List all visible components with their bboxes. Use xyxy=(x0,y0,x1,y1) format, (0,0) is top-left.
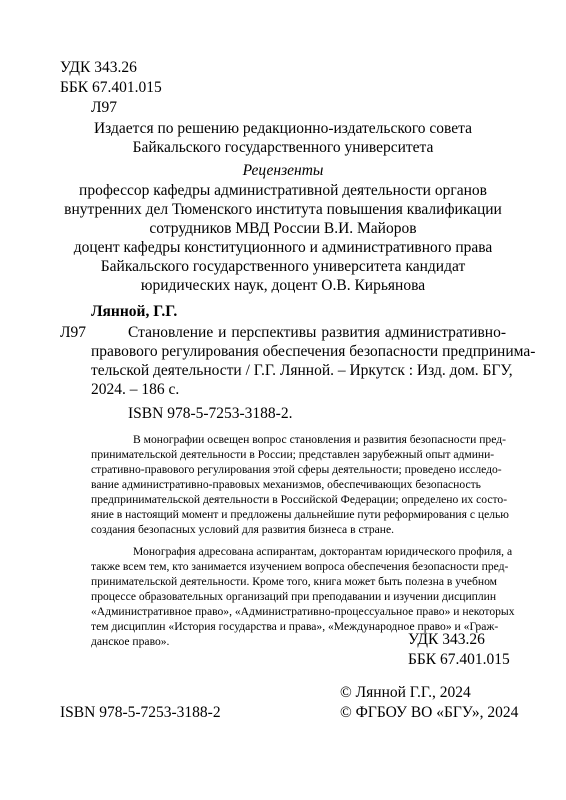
bib-isbn: ISBN 978-5-7253-3188-2. xyxy=(128,405,293,422)
annotation-line: яние в настоящий момент и предложены дальнейшие пути реформирования с целью xyxy=(91,508,509,521)
footer-bbk-code: ББК 67.401.015 xyxy=(408,651,510,668)
bib-author: Лянной, Г.Г. xyxy=(91,303,178,320)
annotation-line: создания безопасных условий для развития бизнеса в стране. xyxy=(91,523,395,536)
publisher-note-line-1: Издается по решению редакционно-издательского совета xyxy=(93,120,472,137)
footer-udk-code: УДК 343.26 xyxy=(408,631,485,648)
annotation-line: данское право». xyxy=(91,635,170,648)
copyright-organization: © ФГБОУ ВО «БГУ», 2024 xyxy=(340,704,519,721)
reviewer-line: Байкальского государственного университета кандидат xyxy=(100,258,466,275)
footer-isbn: ISBN 978-5-7253-3188-2 xyxy=(60,704,221,721)
bbk-code: ББК 67.401.015 xyxy=(60,79,162,96)
reviewer-line: юридических наук, доцент О.В. Кирьянова xyxy=(140,277,426,294)
reviewer-line: внутренних дел Тюменского института повышения квалификации xyxy=(64,201,502,218)
bib-title-line: Становление и перспективы развития административно- xyxy=(128,324,506,341)
annotation-line: «Административное право», «Административно-процессуальное право» и некоторых xyxy=(91,605,515,618)
annotation-line: процессе образовательных организаций при преподавании и изучении дисциплин xyxy=(91,590,497,603)
reviewer-line: доцент кафедры конституционного и административного права xyxy=(73,239,493,256)
bib-mark: Л97 xyxy=(60,324,87,341)
annotation-line: В монографии освещен вопрос становления и развития безопасности пред- xyxy=(133,433,506,446)
bib-title-line: 2024. – 186 с. xyxy=(91,381,180,398)
reviewer-line: сотрудников МВД России В.И. Майоров xyxy=(149,220,417,237)
udk-code: УДК 343.26 xyxy=(60,59,137,76)
annotation-line: принимательской деятельности в России; представлен зарубежный опыт админи- xyxy=(91,448,495,461)
reviewer-line: профессор кафедры административной деятельности органов xyxy=(79,182,487,199)
annotation-line: также всем тем, кто занимается изучением вопроса обеспечения безопасности пред- xyxy=(91,560,509,573)
publisher-note-line-2: Байкальского государственного университета xyxy=(132,139,434,156)
annotation-line: предпринимательской деятельности в Российской Федерации; определено их состо- xyxy=(91,493,508,506)
annotation-line: тем дисциплин «История государства и права», «Международное право» и «Граж- xyxy=(91,620,499,633)
bib-title-line: тельской деятельности / Г.Г. Лянной. – Иркутск : Изд. дом. БГУ, xyxy=(91,362,513,379)
annotation-line: принимательской деятельности. Кроме того, книга может быть полезна в учебном xyxy=(91,575,498,588)
annotation-line: Монография адресована аспирантам, докторантам юридического профиля, а xyxy=(133,545,513,558)
bib-title-line: правового регулирования обеспечения безопасности предпринима- xyxy=(91,343,536,360)
annotation-line: вание административно-правовых механизмов, обеспечивающих безопасность xyxy=(91,478,481,491)
copyright-author: © Лянной Г.Г., 2024 xyxy=(340,684,471,701)
author-mark: Л97 xyxy=(91,99,118,116)
annotation-line: стративно-правового регулирования этой сферы деятельности; проведено исследо- xyxy=(91,463,502,476)
reviewers-heading: Рецензенты xyxy=(242,162,324,179)
